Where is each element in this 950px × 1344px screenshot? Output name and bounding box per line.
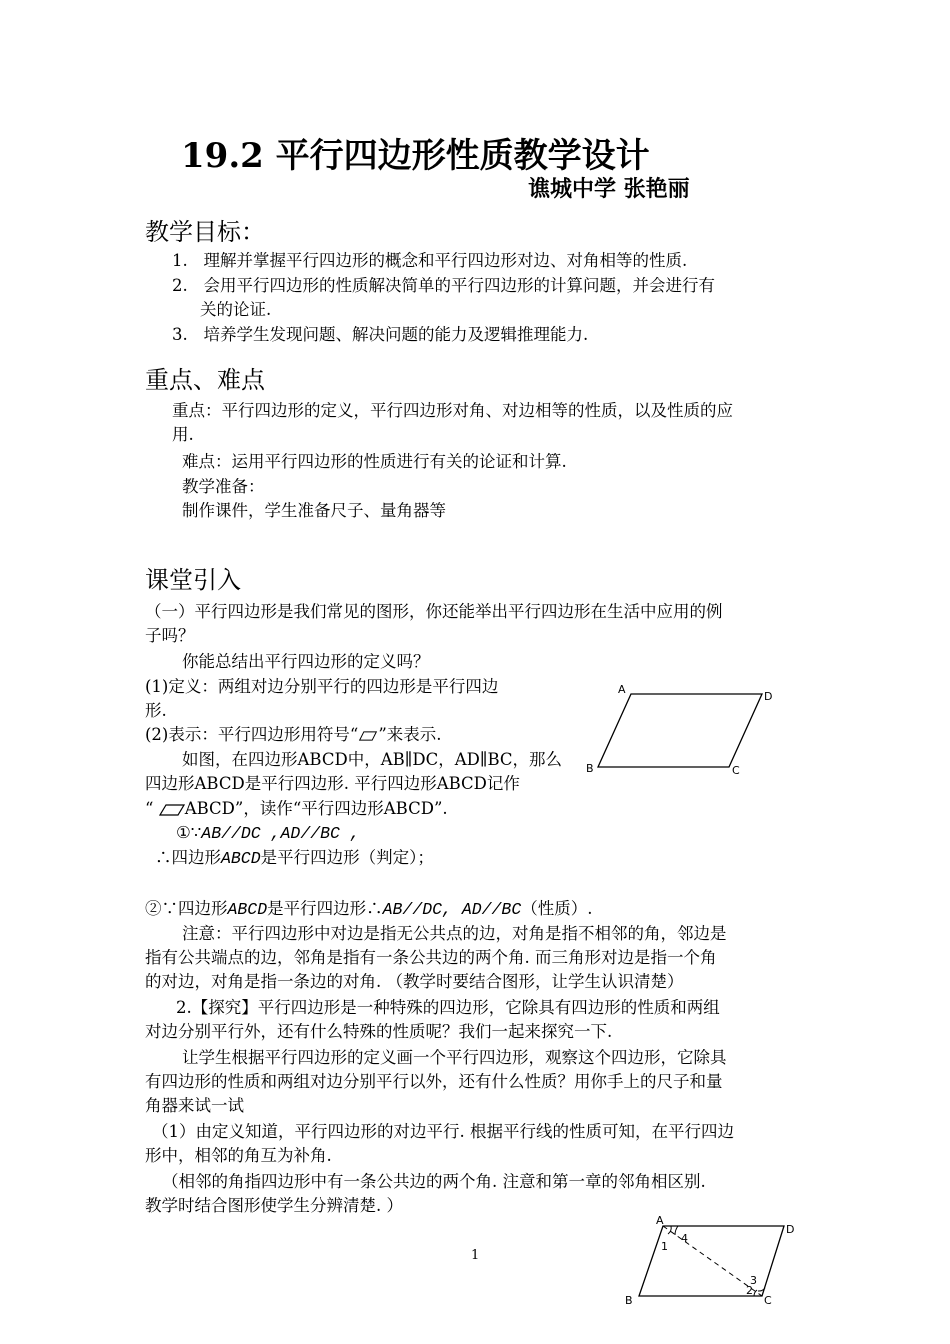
figure2-angle-3: 3: [750, 1274, 757, 1287]
parallelogram-figure-1: [584, 682, 784, 782]
property-line: ②∵四边形ABCD是平行四边形∴AB//DC, AD//BC（性质）.: [145, 899, 593, 919]
activity-line-3: 角器来试一试: [145, 1096, 244, 1115]
definition-line-1: (1)定义：两组对边分别平行的四边形是平行四边: [145, 677, 499, 696]
representation: (2)表示：平行四边形用符号“ ”来表示.: [145, 725, 442, 744]
difficulty: 难点：运用平行四边形的性质进行有关的论证和计算.: [182, 452, 567, 471]
judgement-line-2: ∴四边形ABCD是平行四边形（判定）；: [155, 848, 434, 868]
adjacent-note-line-2: 教学时结合图形使学生分辨清楚. ）: [145, 1196, 403, 1215]
focus-line-2: 用.: [172, 425, 194, 444]
figure1-label-c: C: [732, 764, 740, 777]
definition-line-2: 形.: [145, 701, 167, 720]
figure1-label-d: D: [764, 690, 773, 703]
intro-question-line-1: （一）平行四边形是我们常见的图形，你还能举出平行四边形在生活中应用的例: [145, 602, 723, 621]
keypoints-heading: 重点、难点: [145, 366, 265, 394]
parallelogram-figure-2: [620, 1212, 800, 1312]
note-line-2: 指有公共端点的边，邻角是指有一条公共边的两个角. 而三角形对边是指一个角: [145, 948, 717, 967]
focus-line-1: 重点：平行四边形的定义，平行四边形对角、对边相等的性质，以及性质的应: [172, 401, 733, 420]
activity-line-1: 让学生根据平行四边形的定义画一个平行四边形，观察这个四边形，它除具: [182, 1048, 727, 1067]
figure2-label-a: A: [656, 1214, 664, 1227]
page-number: 1: [471, 1248, 480, 1263]
figure2-angle-1: 1: [661, 1240, 668, 1253]
figure2-label-c: C: [764, 1294, 772, 1307]
note-line-3: 的对边，对角是指一条边的对角. （教学时要结合图形，让学生认识清楚）: [145, 972, 684, 991]
figure1-label-a: A: [618, 683, 626, 696]
adjacent-note-line-1: （相邻的角指四边形中有一条公共边的两个角. 注意和第一章的邻角相区别.: [162, 1172, 706, 1191]
example-line-1: 如图，在四边形ABCD中，AB∥DC，AD∥BC，那么: [182, 750, 563, 769]
prep: 制作课件，学生准备尺子、量角器等: [182, 501, 446, 520]
prep-label: 教学准备：: [182, 477, 265, 496]
example-line-3: “ ABCD”，读作“平行四边形ABCD”.: [145, 799, 448, 818]
parallelogram-symbol-icon: [358, 731, 378, 741]
intro-heading: 课堂引入: [145, 566, 241, 594]
figure2-label-d: D: [786, 1223, 795, 1236]
objectives-heading: 教学目标：: [145, 218, 265, 246]
activity-line-2: 有四边形的性质和两组对边分别平行以外，还有什么性质？用你手上的尺子和量: [145, 1072, 723, 1091]
intro-question-2: 你能总结出平行四边形的定义吗？: [182, 652, 430, 671]
figure2-label-b: B: [625, 1294, 633, 1307]
objective-item-2-cont: 关的论证.: [200, 300, 272, 319]
figure2-angle-4: 4: [681, 1232, 688, 1245]
figure2-angle-2: 2: [746, 1284, 753, 1297]
intro-question-line-2: 子吗？: [145, 626, 195, 645]
adjacent-line-2: 形中，相邻的角互为补角.: [145, 1146, 332, 1165]
explore-line-1: 2.【探究】平行四边形是一种特殊的四边形，它除具有四边形的性质和两组: [176, 998, 720, 1017]
judgement-line-1: ①∵AB//DC ,AD//BC ,: [176, 823, 360, 843]
adjacent-line-1: （1）由定义知道，平行四边形的对边平行. 根据平行线的性质可知，在平行四边: [152, 1122, 734, 1141]
author: 谯城中学 张艳丽: [528, 176, 690, 202]
objective-item-1: 1. 理解并掌握平行四边形的概念和平行四边形对边、对角相等的性质.: [172, 251, 688, 270]
page-title: 19.2 平行四边形性质教学设计: [181, 136, 650, 176]
figure1-label-b: B: [586, 762, 594, 775]
parallelogram-symbol-icon: [159, 804, 185, 816]
objective-item-2: 2. 会用平行四边形的性质解决简单的平行四边形的计算问题，并会进行有: [172, 276, 715, 295]
explore-line-2: 对边分别平行外，还有什么特殊的性质呢？我们一起来探究一下.: [145, 1022, 613, 1041]
note-line-1: 注意：平行四边形中对边是指无公共点的边，对角是指不相邻的角，邻边是: [182, 924, 727, 943]
example-line-2: 四边形ABCD是平行四边形. 平行四边形ABCD记作: [145, 774, 520, 793]
objective-item-3: 3. 培养学生发现问题、解决问题的能力及逻辑推理能力.: [172, 325, 589, 344]
